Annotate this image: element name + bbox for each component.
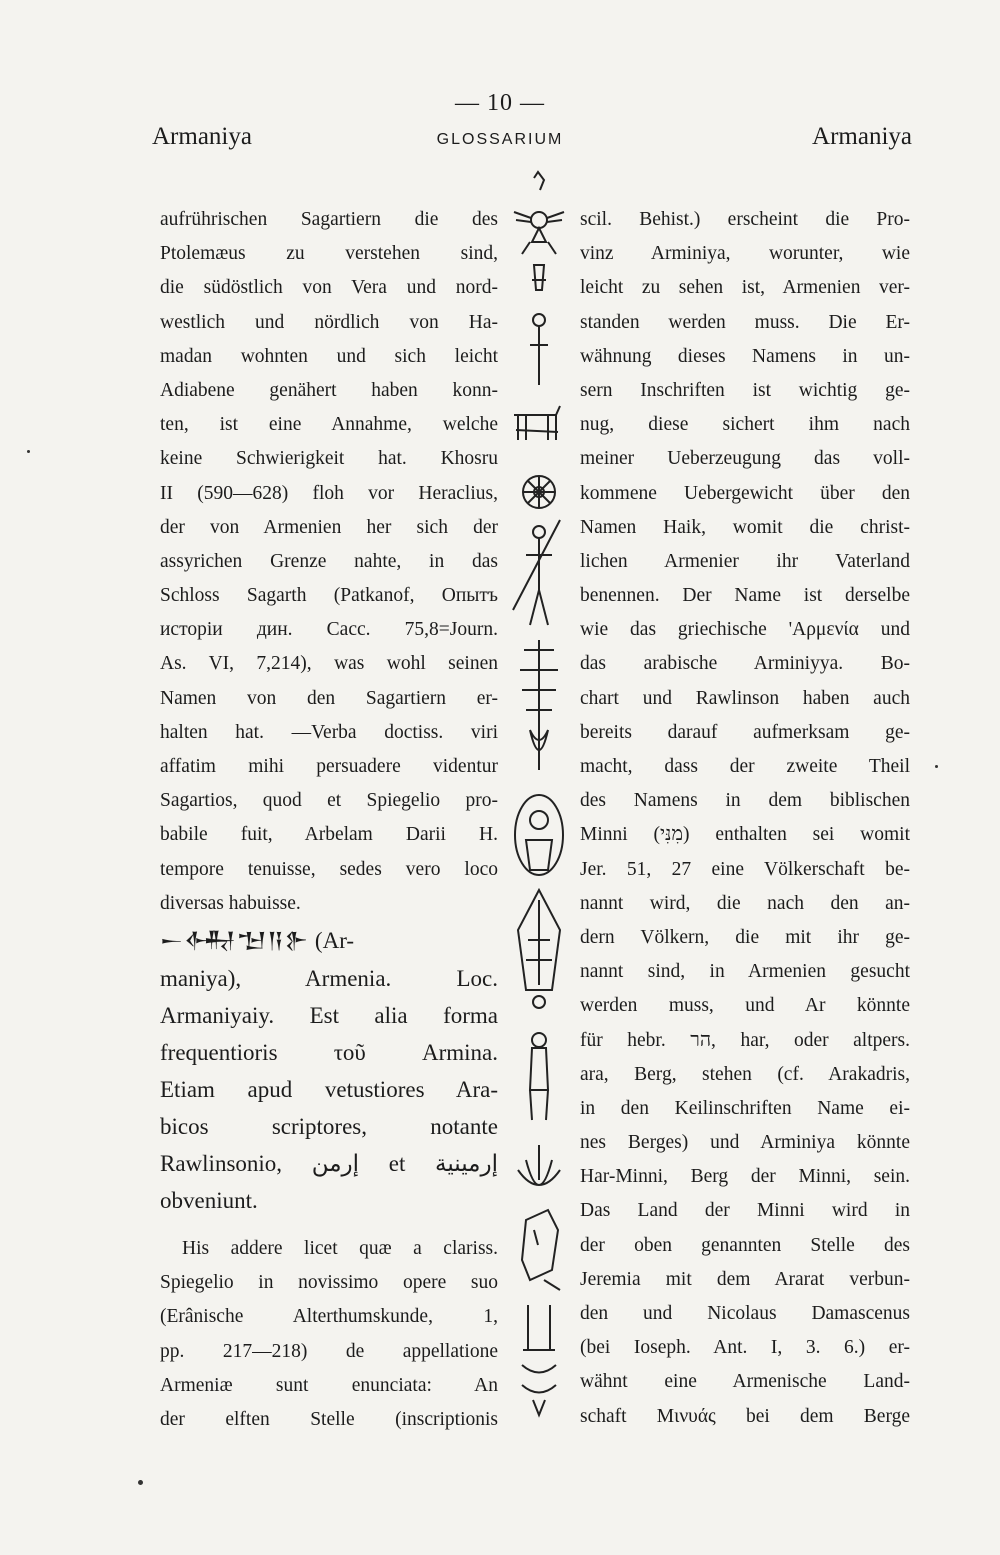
armaniya-entry (160, 961, 498, 1220)
text-line: wähnung dieses Namens in un- (580, 345, 910, 367)
text-line: ten, ist eine Annahme, welche (160, 414, 498, 436)
text-line: nannt wird, die nach den an- (580, 892, 910, 914)
text-line: Jeremia mit dem Ararat verbun- (580, 1268, 910, 1290)
cuneiform-heading-line (160, 921, 498, 961)
text-line: leicht zu sehen ist, Armenien ver- (580, 277, 910, 299)
text-line: lichen Armenier ihr Vaterland (580, 550, 910, 572)
text-line: Namen Haik, womit die christ- (580, 516, 910, 538)
text-line: Armaniyaiy. Est alia forma (160, 1002, 498, 1028)
text-line: исторіи дин. Сасс. 75,8=Journ. (160, 619, 498, 641)
text-line: den und Nicolaus Damascenus (580, 1303, 910, 1324)
text-line: Ptolemæus zu verstehen sind, (160, 243, 498, 265)
text-line: kommene Uebergewicht über den (580, 482, 910, 504)
text-line: (Erânische Alterthumskunde, 1, (160, 1306, 498, 1328)
vertical-ornament (508, 170, 570, 1420)
text-line: die südöstlich von Vera und nord- (160, 277, 498, 299)
figure-icon (530, 265, 548, 385)
text-line: schaft Μινυάς bei dem Berge (580, 1405, 910, 1427)
text-line: scil. Behist.) erscheint die Pro- (580, 209, 910, 230)
cuneiform-inscription: 𒀸𒅈𒈠𒀀𒉿 (160, 928, 310, 954)
medallion-icon (515, 795, 563, 875)
right-paragraph (580, 203, 910, 1434)
text-line: halten hat. —Verba doctiss. viri (160, 721, 498, 743)
text-line: Spiegelio in novissimo opere suo (160, 1272, 498, 1294)
rosette-icon (523, 476, 555, 508)
text-line: westlich und nördlich von Ha- (160, 311, 498, 333)
text-line: keine Schwierigkeit hat. Khosru (160, 448, 498, 470)
text-line: Rawlinsonio, إرمن et إرمينية (160, 1150, 498, 1176)
lotus-icon (518, 1145, 560, 1185)
bull-icon (514, 406, 560, 440)
text-line: II (590—628) floh vor Heraclius, (160, 482, 498, 504)
text-line: tempore tenuisse, sedes vero loco (160, 858, 498, 880)
text-line: Schloss Sagarth (Patkanof, Опытъ (160, 585, 498, 607)
text-line: werden muss, und Ar könnte (580, 995, 910, 1017)
text-line: Namen von den Sagartiern er- (160, 687, 498, 709)
page-number: — 10 — (455, 90, 545, 116)
text-line: Har-Minni, Berg der Minni, sein. (580, 1166, 910, 1188)
text-line: (bei Ioseph. Ant. I, 3. 6.) er- (580, 1337, 910, 1359)
text-line: der elften Stelle (inscriptionis (160, 1408, 498, 1430)
text-line: der oben genannten Stelle des (580, 1234, 910, 1256)
running-head-left: Armaniya (152, 123, 252, 150)
left-column (160, 203, 498, 1437)
text-line: meiner Ueberzeugung das voll- (580, 448, 910, 470)
text-line: Armeniæ sunt enunciata: An (160, 1374, 498, 1396)
text-line: in den Keilinschriften Name ei- (580, 1097, 910, 1119)
text-line: standen werden muss. Die Er- (580, 311, 910, 333)
text-line: diversas habuisse. (160, 892, 301, 914)
text-line: frequentioris τοῦ Armina. (160, 1039, 498, 1065)
text-line: wie das griechische 'Αρμενία und (580, 619, 910, 641)
text-line: obveniunt. (160, 1187, 258, 1213)
text-line: maniya), Armenia. Loc. (160, 965, 498, 991)
text-line: benennen. Der Name ist derselbe (580, 585, 910, 607)
running-head-center: GLOSSARIUM (436, 131, 564, 148)
text-line: nannt sind, in Armenien gesucht (580, 961, 910, 983)
griffin-icon (522, 1210, 560, 1290)
text-line: assyrichen Grenze nahte, in das (160, 550, 498, 572)
left-paragraph-1 (160, 203, 498, 921)
text-line: bereits darauf aufmerksam ge- (580, 721, 910, 743)
text-line: Sagartios, quod et Spiegelio pro- (160, 790, 498, 812)
text-line: dern Völkern, die mit ihr ge- (580, 926, 910, 948)
text-line: pp. 217—218) de appellatione (160, 1340, 498, 1362)
text-line: wähnt eine Armenische Land- (580, 1371, 910, 1393)
warrior-icon (513, 520, 560, 625)
text-line: für hebr. הר, har, oder altpers. (580, 1029, 910, 1051)
text-line: macht, dass der zweite Theil (580, 756, 910, 777)
cuneiform-suffix: (Ar- (314, 927, 355, 953)
column-capital-icon (522, 1305, 556, 1415)
text-line: ara, Berg, stehen (cf. Arakadris, (580, 1063, 910, 1085)
running-head-right: Armaniya (812, 123, 912, 150)
speck (27, 450, 30, 453)
text-line: Etiam apud vetustiores Ara- (160, 1076, 498, 1102)
text-line: babile fuit, Arbelam Darii H. (160, 824, 498, 846)
standing-figure-icon (530, 1033, 548, 1120)
text-line: vinz Arminiya, worunter, wie (580, 243, 910, 265)
text-line: aufrührischen Sagartiern die des (160, 209, 498, 230)
text-line: der von Armenien her sich der (160, 516, 498, 538)
text-line: Jer. 51, 27 eine Völkerschaft be- (580, 858, 910, 880)
text-line: nes Berges) und Arminiya könnte (580, 1132, 910, 1154)
faravahar-icon (514, 172, 564, 254)
tree-of-life-icon (520, 640, 558, 770)
speck (138, 1480, 143, 1485)
text-line: Das Land der Minni wird in (580, 1200, 910, 1222)
text-line: sern Inschriften ist wichtig ge- (580, 379, 910, 401)
right-column (580, 203, 910, 1434)
text-line: chart und Rawlinson haben auch (580, 687, 910, 709)
left-paragraph-2 (160, 1232, 498, 1437)
paragraph-gap (160, 1220, 498, 1232)
text-line: Adiabene genähert haben konn- (160, 379, 498, 401)
text-line: affatim mihi persuadere videntur (160, 756, 498, 777)
text-line: bicos scriptores, notante (160, 1113, 498, 1139)
text-line: das arabische Arminiyya. Bo- (580, 653, 910, 675)
text-line: His addere licet quæ a clariss. (182, 1237, 498, 1259)
text-line: nug, diese sichert ihm nach (580, 414, 910, 436)
speck (935, 765, 938, 768)
text-line: des Namens in dem biblischen (580, 790, 910, 812)
palmette-icon (518, 890, 560, 1008)
text-line: Minni (מִנִּי) enthalten sei womit (580, 824, 910, 846)
text-line: madan wohnten und sich leicht (160, 345, 498, 367)
text-line: As. VI, 7,214), was wohl seinen (160, 653, 498, 675)
